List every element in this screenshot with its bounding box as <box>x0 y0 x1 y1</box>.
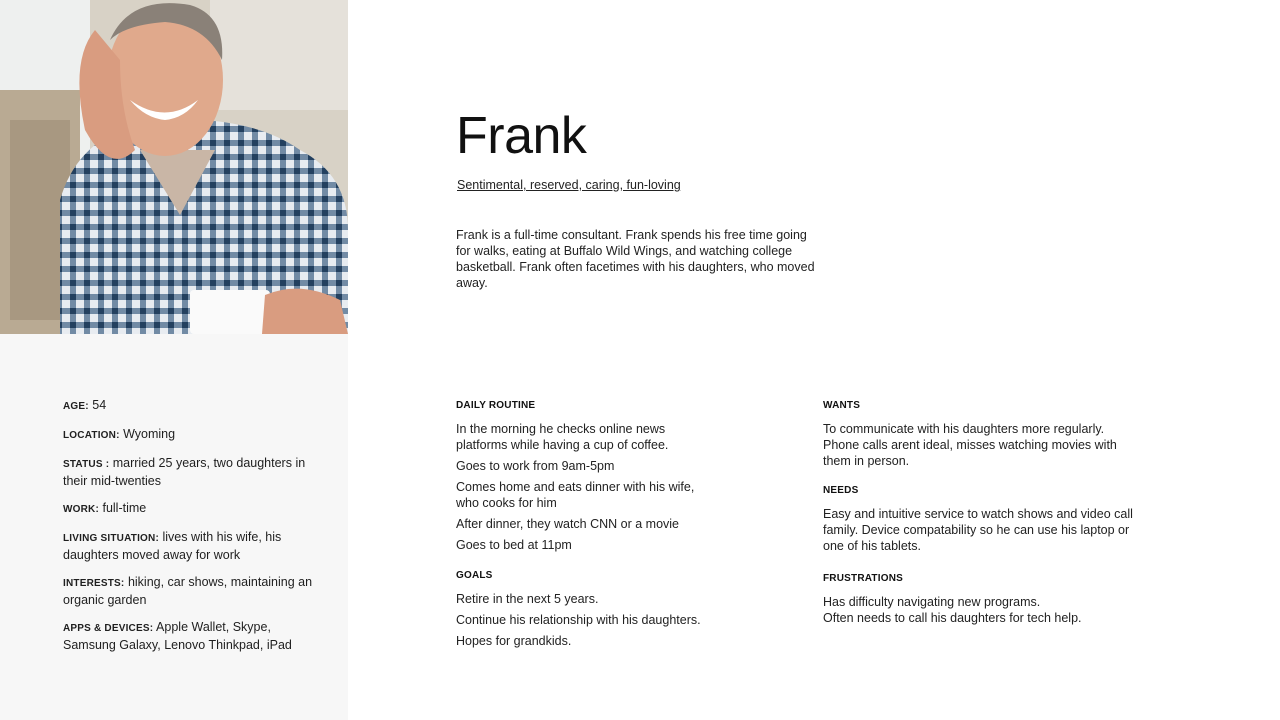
persona-photo <box>0 0 348 334</box>
persona-name: Frank <box>456 107 587 165</box>
daily-routine-section <box>456 400 716 558</box>
fact-living-situation: LIVING SITUATION: lives with his wife, his daughters moved away for work <box>63 530 282 562</box>
frustration-item: Often needs to call his daughters for tech help. <box>823 611 1082 625</box>
routine-item: Goes to work from 9am-5pm <box>456 459 615 473</box>
persona-facts <box>63 397 313 664</box>
fact-apps-devices: APPS & DEVICES: Apple Wallet, Skype, Samsung Galaxy, Lenovo Thinkpad, iPad <box>63 620 292 652</box>
needs-text: Easy and intuitive service to watch shows and video call family. Device compatability so he can use his laptop or one of his tablets. <box>823 507 1133 553</box>
wants-text: To communicate with his daughters more regularly. Phone calls arent ideal, misses watching movies with them in person. <box>823 422 1117 468</box>
goals-section <box>456 570 756 654</box>
routine-item: Comes home and eats dinner with his wife, who cooks for him <box>456 480 695 510</box>
routine-item: Goes to bed at 11pm <box>456 538 572 552</box>
fact-location: LOCATION: Wyoming <box>63 427 176 441</box>
fact-interests: INTERESTS: hiking, car shows, maintaining an organic garden <box>63 575 313 607</box>
persona-traits: Sentimental, reserved, caring, fun-loving <box>457 178 681 192</box>
fact-status: STATUS : married 25 years, two daughters in their mid-twenties <box>63 456 306 488</box>
routine-item: After dinner, they watch CNN or a movie <box>456 517 680 531</box>
frustration-item: Has difficulty navigating new programs. <box>823 595 1041 609</box>
needs-section <box>823 485 1143 559</box>
goal-item: Continue his relationship with his daughters. <box>456 613 701 627</box>
goals-heading: GOALS <box>456 570 493 581</box>
wants-section <box>823 400 1143 474</box>
wants-heading: WANTS <box>823 400 861 411</box>
frustrations-section <box>823 573 1143 626</box>
persona-bio: Frank is a full-time consultant. Frank spends his free time going for walks, eating at Buffalo Wild Wings, and watching college basketball. Frank often facetimes with his daughters, who moved away. <box>456 228 815 290</box>
left-column <box>0 0 348 720</box>
routine-item: In the morning he checks online news platforms while having a cup of coffee. <box>456 422 669 452</box>
goal-item: Hopes for grandkids. <box>456 634 572 648</box>
needs-heading: NEEDS <box>823 485 859 496</box>
daily-routine-heading: DAILY ROUTINE <box>456 400 536 411</box>
frustrations-heading: FRUSTRATIONS <box>823 573 903 584</box>
fact-work: WORK: full-time <box>63 501 147 515</box>
goal-item: Retire in the next 5 years. <box>456 592 599 606</box>
fact-age: AGE: 54 <box>63 398 107 412</box>
persona-photo-illustration <box>0 0 348 334</box>
